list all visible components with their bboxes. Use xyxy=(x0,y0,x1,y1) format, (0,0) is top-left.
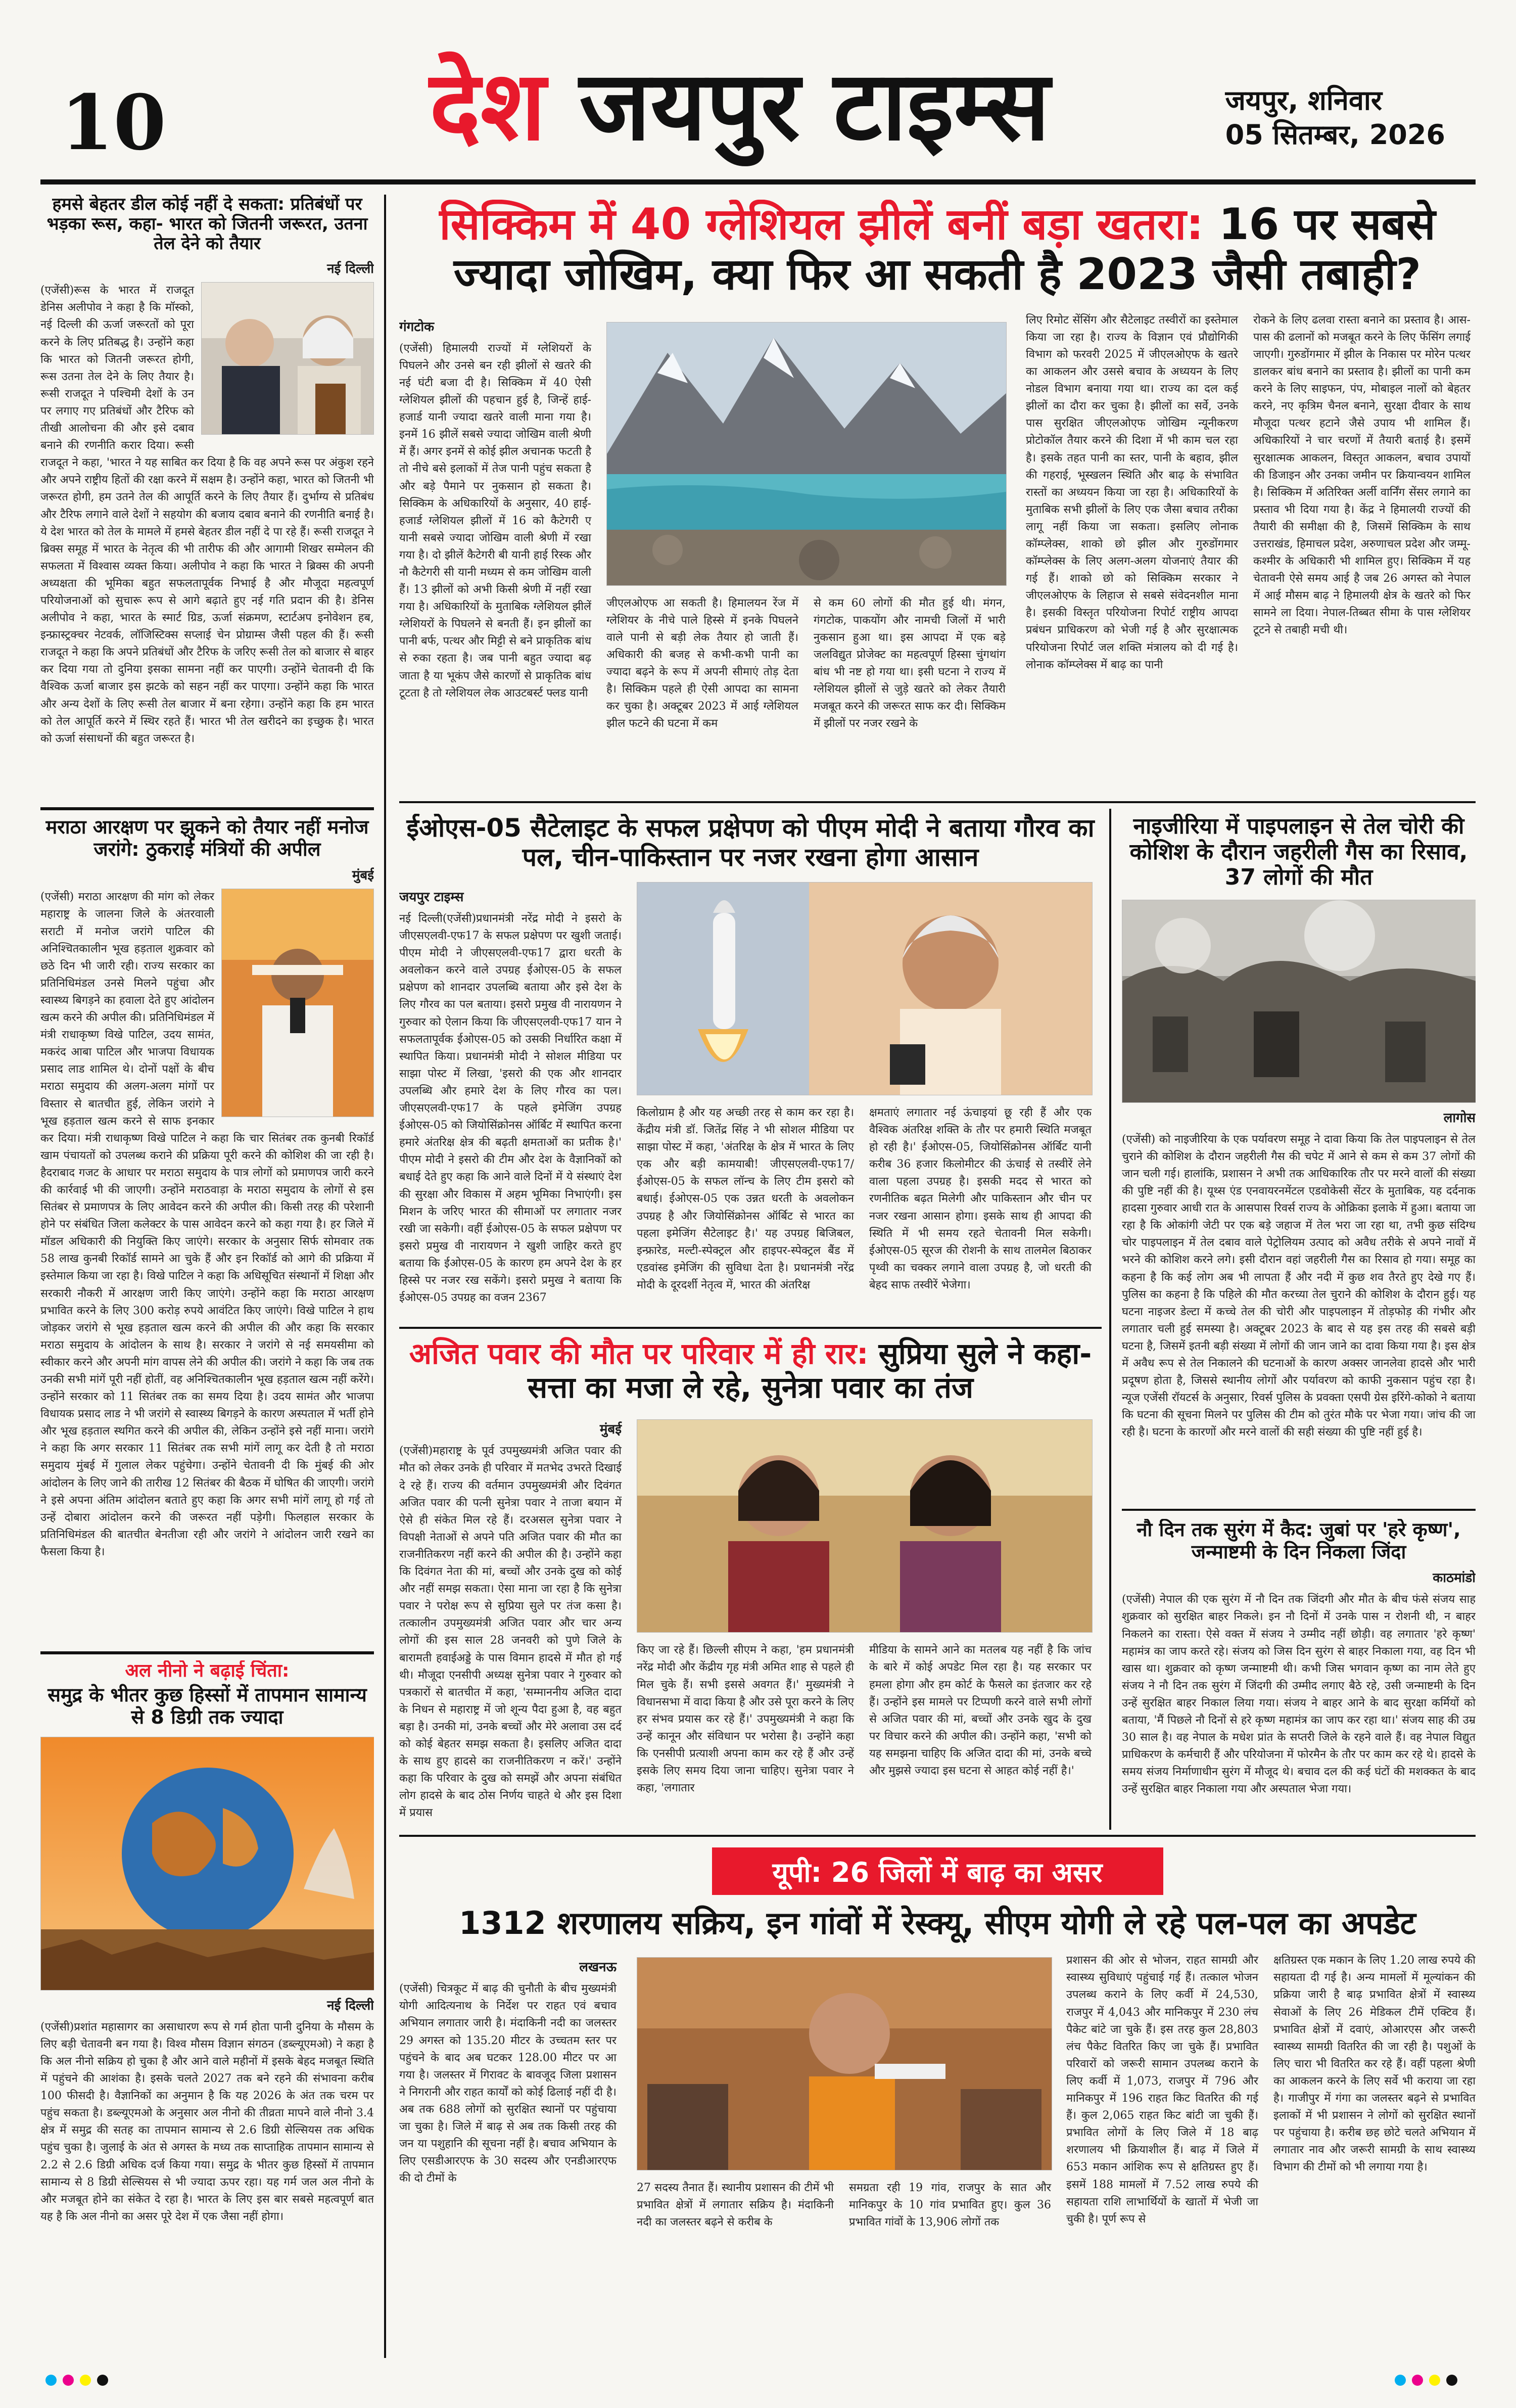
article-place: मुंबई xyxy=(352,868,374,884)
masthead-rule xyxy=(40,179,1476,184)
issue-date: 05 सितम्बर, 2026 xyxy=(1225,118,1445,151)
article-headline: नाइजीरिया में पाइपलाइन से तेल चोरी की कोशिश के दौरान जहरीली गैस का रिसाव, 37 लोगों की मौत xyxy=(1129,814,1468,891)
isro-col-2 xyxy=(637,1104,854,1294)
article-maratha xyxy=(40,816,374,1645)
article-isro xyxy=(399,814,1102,1319)
headline-red: अजित पवार की मौत पर परिवार में ही रार: xyxy=(409,1337,869,1371)
up-body-5: क्षतिग्रस्त एक मकान के लिए 1.20 लाख रुपये की सहायता दी गई है। अन्य मामलों में मूल्यांकन की प्रक्रिया जारी है बाढ़ प्रभावित क्षेत्रों में स्वास्थ्य सेवाओं के लिए 26 मेडिकल टीमें एक्टिव हैं। प्रभावित क्षेत्रों में दवाएं, ओआरएस और जरूरी स्वास्थ्य सामग्री वितरित की जा रही है। पशुओं के लिए चारा भी वितरित कर रहे हैं। वहीं पहला श्रेणी का आकलन करने के लिए सर्वे भी कराया जा रहा है। गाजीपुर में गंगा का जलस्तर बढ़ने से प्रभावित इलाकों में भी प्रशासन ने लोगों को सुरक्षित स्थानों पर पहुंचाया है। करीब छह छोटे चलते अभियान में लगातार नाव और जरूरी सामग्री के साथ स्वास्थ्य विभाग की टीमों को भी लगाया गया है। xyxy=(1273,1954,1476,2174)
lead-headline-rest: 16 पर सबसे ज्यादा जोखिम, क्या फिर आ सकती है 2023 जैसी तबाही? xyxy=(453,200,1436,300)
up-photo xyxy=(637,1957,1052,2170)
isro-body-3: क्षमताएं लगातार नई ऊंचाइयां छू रही हैं और एक वैश्विक अंतरिक्ष शक्ति के तौर पर हमारी स्थिति मजबूत हो रही है।' ईओएस-05, जियोसिंक्रोनस ऑर्बिट यानी करीब 36 हजार किलोमीटर की ऊंचाई से तस्वीरें लेने वाला पहला उपग्रह है। इसकी मदद से भारत को रणनीतिक बढ़त मिलेगी और पाकिस्तान और चीन पर नजर रखना आसान होगा। इसके साथ ही आपदा की स्थिति में भी समय रहते चेतावनी मिल सकेगी। ईओएस-05 सूरज की रोशनी के साथ तालमेल बिठाकर पृथ्वी का चक्कर लगाने वाला उपग्रह है, जो धरती की बेहद साफ तस्वीरें भेजेगा। xyxy=(869,1106,1092,1291)
nigeria-photo xyxy=(1122,900,1476,1103)
lead-col-2 xyxy=(606,595,798,733)
dateline xyxy=(1225,83,1445,152)
article-body: (एजेंसी) नेपाल की एक सुरंग में नौ दिन तक जिंदगी और मौत के बीच फंसे संजय साह शुक्रवार को सुरक्षित बाहर निकले। इन नौ दिनों में उनके पास न रोशनी थी, न बाहर निकलने का रास्ता। ऐसे वक्त में संजय ने उम्मीद नहीं छोड़ी। वह लगातार 'हरे कृष्ण' महामंत्र का जाप करते रहे। संजय को जिस दिन सुरंग से बाहर निकाला गया, वह दिन भी खास था। शुक्रवार को कृष्ण जन्माष्टमी थी। कभी जिस भगवान कृष्ण का नाम लेते हुए संजय ने नौ दिन तक सुरंग में जिंदगी की उम्मीद लगाए बैठे रहे, उसी जन्माष्टमी के दिन उन्हें सुरक्षित बाहर निकाल लिया गया। संजय ने बाहर आने के बाद सुरक्षा कर्मियों को बताया, 'मैं पिछले नौ दिनों से हरे कृष्ण महामंत्र का जाप कर रहा था।' संजय साह की उम्र 30 साल है। वह नेपाल के मधेश प्रांत के सप्तरी जिले के रहने वाले हैं। वह नेपाल विद्युत प्राधिकरण के कर्मचारी हैं और परियोजना में फोरमैन के तौर पर काम कर रहे थे। हादसे के समय संजय निर्माणाधीन सुरंग में मौजूद थे। बचाव दल की कई घंटों की मशक्कत के बाद उन्हें सुरक्षित बाहर निकाला गया और अस्पताल भेजा गया। xyxy=(1122,1593,1476,1796)
lead-col-1 xyxy=(399,312,591,702)
column-rule xyxy=(384,195,386,2358)
article-tunnel xyxy=(1122,1519,1476,1827)
ajit-col-1 xyxy=(399,1414,622,1822)
up-kicker: यूपी: 26 जिलों में बाढ़ का असर xyxy=(712,1847,1163,1895)
section-name: देश xyxy=(430,50,546,162)
lead-col-4 xyxy=(1026,312,1238,674)
section-rule xyxy=(399,801,1476,803)
masthead xyxy=(40,48,1476,174)
up-col-3 xyxy=(849,2180,1051,2231)
up-col-4 xyxy=(1066,1952,1258,2228)
ajit-body-1: (एजेंसी)महाराष्ट्र के पूर्व उपमुख्यमंत्री अजित पवार की मौत को लेकर उनके ही परिवार में मतभेद उभरते दिखाई दे रहे हैं। राज्य की वर्तमान उपमुख्यमंत्री और दिवंगत अजित पवार की पत्नी सुनेत्रा पवार ने ताजा बयान में ऐसे ही संकेत मिल रहे हैं। दरअसल सुनेत्रा पवार ने विपक्षी नेताओं से अपने पति अजित पवार की मौत का राजनीतिकरण नहीं करने की अपील की है। उन्होंने कहा कि दिवंगत नेता की मां, बच्चों और उनके दुख को कोई और नहीं समझ सकता। ऐसा माना जा रहा है कि सुनेत्रा पवार ने परोक्ष रूप से सुप्रिया सुले पर तंज कसा है। तत्कालीन उपमुख्यमंत्री अजित पवार और चार अन्य लोगों की इस साल 28 जनवरी को पुणे जिले के बारामती हवाईअड्डे के पास विमान हादसे में मौत हो गई थी। मौजूदा एनसीपी अध्यक्ष सुनेत्रा पवार ने गुरुवार को पत्रकारों से बातचीत में कहा, 'सम्माननीय अजित दादा के निधन से महाराष्ट्र में जो शून्य पैदा हुआ है, वह बहुत बड़ा है। उनकी मां, उनके बच्चों और मेरे अलावा उस दर्द को कोई बेहतर समझ सकता है। इसलिए अजित दादा के साथ हुए हादसे का राजनीतिकरण न करें।' उन्होंने कहा कि परिवार के दुख को समझें और अपना संबंधित लोग हादसे के बाद ठोस निर्णय चाहते थे और इस दिशा में प्रयास xyxy=(399,1445,622,1820)
column-rule xyxy=(1109,809,1111,1830)
article-place: जयपुर टाइम्स xyxy=(399,890,464,905)
section-rule xyxy=(1122,1509,1476,1511)
article-up-flood xyxy=(399,1847,1476,2353)
ajit-col-3 xyxy=(869,1642,1092,1780)
article-russia-oil xyxy=(40,195,374,801)
article-kicker: अल नीनो ने बढ़ाई चिंता: xyxy=(125,1660,290,1681)
article-place: नई दिल्ली xyxy=(327,261,374,277)
lead-story xyxy=(399,200,1476,796)
isro-col-3 xyxy=(869,1104,1092,1294)
registration-marks-left xyxy=(45,2375,197,2388)
article-place: लागोस xyxy=(1443,1110,1476,1126)
article-headline: नौ दिन तक सुरंग में कैद: जुबां पर 'हरे कृष्ण', जन्माष्टमी के दिन निकला जिंदा xyxy=(1136,1519,1461,1563)
article-place: नई दिल्ली xyxy=(327,1998,374,2013)
lead-col-3 xyxy=(814,595,1006,733)
paper-name: जयपुर टाइम्स xyxy=(579,50,1050,162)
lead-headline xyxy=(399,200,1476,300)
article-headline: मराठा आरक्षण पर झुकने को तैयार नहीं मनोज जरांगे: ठुकराई मंत्रियों की अपील xyxy=(45,816,369,860)
article-headline: हमसे बेहतर डील कोई नहीं दे सकता: प्रतिबंधों पर भड़का रूस, कहा- भारत को जितनी जरूरत, उतना तेल देने को तैयार xyxy=(46,195,368,254)
ajit-body-2: किए जा रहे हैं। छिल्ली सीएम ने कहा, 'हम प्रधानमंत्री नरेंद्र मोदी और केंद्रीय गृह मंत्री अमित शाह से पहले ही मिल चुके हैं। सभी इससे अवगत हैं।' मुख्यमंत्री ने विधानसभा में वादा किया है और उसे पूरा करने के लिए हर संभव प्रयास कर रहे हैं।' उपमुख्यमंत्री ने कहा कि उन्हें कानून और संविधान पर भरोसा है। उन्होंने कहा कि एनसीपी प्रत्याशी अपना काम कर रहे हैं और उन्हें इसके लिए समय दिया जाना चाहिए। सुनेत्रा पवार ने कहा, 'लगातार xyxy=(637,1644,854,1795)
ajit-col-2 xyxy=(637,1642,854,1797)
city-day: जयपुर, शनिवार xyxy=(1225,84,1382,116)
lead-body-5: रोकने के लिए ढलवा रास्ता बनाने का प्रस्ताव है। आस-पास की ढलानों को मजबूत करने के लिए फेंसिंग लगाई जाएगी। गुरुडोंगमार में झील के निकास पर मोरेन पत्थर डालकर बांध बनाने का प्रस्ताव है। झीलों का पानी कम करने के लिए साइफन, पंप, मोबाइल नालों को बेहतर करने, नए कृत्रिम चैनल बनाने, सुरक्षा दीवार के साथ मौजूदा पत्थर हटाने जैसे उपाय भी शामिल हैं। अधिकारियों ने चार चरणों में तैयारी बताई है। इसमें सुरक्षात्मक आकलन, विस्तृत आकलन, बचाव उपायों की डिजाइन और उनका जमीन पर क्रियान्वयन शामिल है। सिक्किम में अतिरिक्त अर्ली वार्निंग सेंसर लगाने का प्रस्ताव भी दिया गया है। केंद्र ने हिमालयी राज्यों की तैयारी की समीक्षा की है, जिसमें सिक्किम के साथ उत्तराखंड, हिमाचल प्रदेश, अरुणाचल प्रदेश और जम्मू-कश्मीर के अधिकारी भी शामिल हुए। सिक्किम में यह चेतावनी ऐसे समय आई है जब 26 अगस्त को नेपाल में आई मौसम बाढ़ ने हिमालयी क्षेत्र के खतरे को फिर सामने ला दिया। नेपाल-तिब्बत सीमा के पास ग्लेशियर टूटने से तबाही मची थी। xyxy=(1253,313,1471,637)
section-rule xyxy=(399,1835,1476,1837)
up-col-2 xyxy=(637,2180,834,2231)
article-photo xyxy=(40,1737,374,1990)
up-body-1: (एजेंसी) चित्रकूट में बाढ़ की चुनौती के बीच मुख्यमंत्री योगी आदित्यनाथ के निर्देश पर राहत एवं बचाव अभियान लगातार जारी है। मंदाकिनी नदी का जलस्तर 29 अगस्त को 135.20 मीटर के उच्चतम स्तर पर पहुंचने के बाद अब घटकर 128.00 मीटर पर आ गया है। जलस्तर में गिरावट के बावजूद जिला प्रशासन ने निगरानी और राहत कार्यों को कोई ढिलाई नहीं दी है। अब तक 688 लोगों को सुरक्षित स्थानों पर पहुंचाया जा चुका है। जिले में बाढ़ से अब तक किसी तरह की जन या पशुहानि की सूचना नहीं है। बचाव अभियान के लिए एसडीआरएफ के 30 सदस्य और एनडीआरएफ की दो टीमों के xyxy=(399,1982,617,2185)
article-body: (एजेंसी)प्रशांत महासागर का असाधारण रूप से गर्म होता पानी दुनिया के मौसम के लिए बड़ी चेतावनी बन गया है। विश्व मौसम विज्ञान संगठन (डब्ल्यूएमओ) ने कहा है कि अल नीनो सक्रिय हो चुका है और आने वाले महीनों में इसके बेहद मजबूत स्थिति में पहुंचने की आशंका है। इसके चलते 2027 तक बने रहने की संभावना करीब 100 फीसदी है। वैज्ञानिकों का अनुमान है कि यह 2026 के अंत तक चरम पर पहुंच सकता है। डब्ल्यूएमओ के अनुसार अल नीनो की तीव्रता मापने वाले नीनो 3.4 क्षेत्र में समुद्र की सतह का तापमान सामान्य से 2.6 डिग्री सेल्सियस तक अधिक पहुंच चुका है। जुलाई के अंत से अगस्त के मध्य तक साप्ताहिक तापमान सामान्य से 2.2 से 2.6 डिग्री अधिक दर्ज किया गया। समुद्र के भीतर कुछ हिस्सों में तापमान सामान्य से 8 डिग्री सेल्सियस से भी ज्यादा ऊपर रहा। यह गर्म जल अल नीनो के और मजबूत होने का संकेत दे रहा है। भारत के लिए इस बार सबसे महत्वपूर्ण बात यह है कि अल नीनो का असर पूरे देश में एक जैसा नहीं होगा। xyxy=(40,2020,374,2223)
lead-place: गंगटोक xyxy=(399,319,435,335)
article-el-nino xyxy=(40,1660,374,2338)
left-column xyxy=(40,195,374,2348)
isro-body-2: किलोग्राम है और यह अच्छी तरह से काम कर रहा है। केंद्रीय मंत्री डॉ. जितेंद्र सिंह ने भी सोशल मीडिया पर साझा पोस्ट में कहा, 'अंतरिक्ष के क्षेत्र में भारत के लिए एक और बड़ी कामयाबी! जीएसएलवी-एफ17/ईओएस-05 के सफल लॉन्च के लिए टीम इसरो को बधाई। ईओएस-05 एक उन्नत धरती के अवलोकन उपग्रह है और जियोसिंक्रोनस ऑर्बिट से भारत का पहला इमेजिंग सैटेलाइट है।' यह उपग्रह बिजिबल, इन्फ्रारेड, मल्टी-स्पेक्ट्रल और हाइपर-स्पेक्ट्रल बैंड में एडवांस्ड इमेजिंग की सुविधा देता है। प्रधानमंत्री नरेंद्र मोदी के दूरदर्शी नेतृत्व में, भारत की अंतरिक्ष xyxy=(637,1106,854,1291)
article-photo xyxy=(221,889,374,1117)
up-body-2: 27 सदस्य तैनात हैं। स्थानीय प्रशासन की टीमें भी प्रभावित क्षेत्रों में लगातार सक्रिय है। मंदाकिनी नदी का जलस्तर बढ़ने से करीब के xyxy=(637,2182,834,2229)
ajit-body-3: मीडिया के सामने आने का मतलब यह नहीं है कि जांच के बारे में कोई अपडेट मिल रहा है। यह सरकार पर हमला होगा और हम कोर्ट के फैसले का इंतजार कर रहे हैं। उन्होंने इस मामले पर टिप्पणी करने वाले सभी लोगों से अजित पवार की मां, बच्चों और उनके खुद के दुख पर विचार करने की अपील की। उन्होंने कहा, 'सभी को यह समझना चाहिए कि अजित दादा की मां, उनके बच्चे और मुझसे ज्यादा इस घटना से आहत कोई नहीं है।' xyxy=(869,1644,1092,1778)
article-place: मुंबई xyxy=(599,1422,622,1438)
isro-col-1 xyxy=(399,882,622,1307)
registration-marks-right xyxy=(1395,2375,1516,2388)
headline-rest: सुप्रिया सुले ने कहा- सत्ता का मजा ले रहे, सुनेत्रा पवार का तंज xyxy=(527,1337,1092,1405)
lead-body-4: लिए रिमोट सेंसिंग और सैटेलाइट तस्वीरों का इस्तेमाल किया जा रहा है। राज्य के विज्ञान एवं प्रौद्योगिकी विभाग को फरवरी 2025 में जीएलओएफ के खतरे का आकलन और उससे बचाव के अध्ययन के लिए नोडल विभाग बनाया गया था। राज्य का दल कई झीलों का दौरा कर चुका है। झीलों का सर्वे, उनके पास सुरक्षित जीएलओएफ जोखिम न्यूनीकरण प्रोटोकॉल तैयार करने की दिशा में भी काम चल रहा है। इसके तहत पानी का स्तर, पानी के बहाव, झील की गहराई, भूस्खलन स्थिति और बाढ़ के संभावित रास्तों का अध्ययन किया जा रहा है। अधिकारियों के मुताबिक सभी झीलों के लिए एक जैसा बचाव तरीका लागू नहीं किया जा सकता। इसलिए लोनाक कॉम्प्लेक्स, शाको छो झील और गुरुडोंगमार कॉम्प्लेक्स के लिए अलग-अलग योजनाएं तैयार की गई हैं। शाको छो को सिक्किम सरकार ने जीएलओएफ के लिहाज से सबसे संवेदनशील माना है। इसकी विस्तृत परियोजना रिपोर्ट राष्ट्रीय आपदा प्रबंधन प्राधिकरण को भेजी गई है और सुरक्षात्मक परियोजना रिपोर्ट जल शक्ति मंत्रालय को दी गई है। लोनाक कॉम्प्लेक्स में बाढ़ का पानी xyxy=(1026,313,1238,671)
up-col-1 xyxy=(399,1952,617,2187)
up-body-3: समग्रता रही 19 गांव, राजपुर के सात और मानिकपुर के 10 गांव प्रभावित हुए। कुल 36 प्रभावित गांवों के 13,906 लोगों तक xyxy=(849,2182,1051,2229)
article-place: काठमांडो xyxy=(1433,1570,1476,1586)
article-photo xyxy=(201,282,374,435)
ajit-photo xyxy=(637,1419,1093,1633)
up-col-5 xyxy=(1273,1952,1476,2176)
isro-photo xyxy=(637,882,1093,1095)
up-body-4: प्रशासन की ओर से भोजन, राहत सामग्री और स्वास्थ्य सुविधाएं पहुंचाई गई हैं। तत्काल भोजन उपलब्ध कराने के लिए कर्वी में 24,530, राजपुर में 4,043 और मानिकपुर में 230 लंच पैकेट बांटे जा चुके हैं। इस तरह कुल 28,803 लंच पैकेट वितरित किए जा चुके हैं। प्रभावित परिवारों को जरूरी सामान उपलब्ध कराने के लिए कर्वी में 1,073, राजपुर में 796 और मानिकपुर में 196 राहत किट वितरित की गई हैं। कुल 2,065 राहत किट बांटी जा चुकी हैं। प्रभावित लोगों के लिए जिले में 18 बाढ़ शरणालय भी क्रियाशील हैं। बाढ़ में जिले में 653 मकान आंशिक रूप से क्षतिग्रस्त हुए हैं। इसमें 188 मामलों में 7.52 लाख रुपये की सहायता राशि लाभार्थियों के खातों में भेजी जा चुकी है। पूर्ण रूप से xyxy=(1066,1954,1258,2226)
article-headline: ईओएस-05 सैटेलाइट के सफल प्रक्षेपण को पीएम मोदी ने बताया गौरव का पल, चीन-पाकिस्तान पर नजर रखना होगा आसान xyxy=(406,814,1095,872)
article-body: (एजेंसी) को नाइजीरिया के एक पर्यावरण समूह ने दावा किया कि तेल पाइपलाइन से तेल चुराने की कोशिश के दौरान जहरीली गैस की चपेट में आने से कम से कम 37 लोगों की जान चली गई। हालांकि, प्रशासन ने अभी तक आधिकारिक तौर पर मरने वालों की संख्या की पुष्टि नहीं की है। यूथ्स एंड एनवायरनमेंटल एडवोकेसी सेंटर के मुताबिक, यह दर्दनाक हादसा गुरुवार आधी रात के आसपास रिवर्स राज्य के ओक्रिका इलाके में हुआ। बताया जा रहा है कि ओकांगी जेटी पर एक बड़े जहाज में तेल भरा जा रहा था, तभी कुछ संदिग्ध चोर पाइपलाइन में तेल दबाव वाले पेट्रोलियम उत्पाद को अवैध तरीके से अपने नावों में भरने की कोशिश करने लगे। इसी दौरान वहां जहरीली गैस का रिसाव हो गया। समूह का कहना है कि कई लोग अब भी लापता हैं और नदी में कुछ शव तैरते हुए देखे गए हैं। पुलिस का कहना है कि पहिले की मौत करच्या तेल चुराने की कोशिश के दौरान हुई। यह घटना नाइजर डेल्टा में कच्चे तेल की चोरी और पाइपलाइन में तोड़फोड़ की गंभीर और लगातार चली हुई समस्या है। अक्टूबर 2023 के बाद से यह इस तरह की सबसे बड़ी घटना है, जिसमें इतनी बड़ी संख्या में लोगों की जान जाने का दावा किया गया है। इस क्षेत्र में अवैध रूप से तेल निकालने की घटनाओं के कारण अक्सर जानलेवा हादसे और भारी प्रदूषण होता है, जिससे स्थानीय लोगों और पर्यावरण को काफी नुकसान पहुंच रहा है। न्यूज एजेंसी रॉयटर्स के अनुसार, रिवर्स पुलिस के प्रवक्ता एसपी ग्रेस इरिंगे-कोको ने बताया कि घटना की सूचना मिलने पर पुलिस की टीम को तुरंत मौके पर भेजा गया। जांच की जा रही है। घटना के कारणों और मरने वालों की सही संख्या की पुष्टि नहीं हुई है। xyxy=(1122,1133,1476,1439)
divider xyxy=(40,1651,374,1654)
section-rule xyxy=(399,1327,1102,1329)
lead-body-1: (एजेंसी) हिमालयी राज्यों में ग्लेशियरों के पिघलने और उनसे बन रही झीलों से खतरे की नई घंटी बजा दी है। सिक्किम में 40 ऐसी ग्लेशियल झीलों की पहचान हुई है, जिन्हें हाई-हजार्ड यानी ज्यादा खतरे वाली माना गया है। इनमें 16 झीलें सबसे ज्यादा जोखिम वाली श्रेणी में हैं। अगर इनमें से कोई झील अचानक फटती है तो नीचे बसे इलाकों में तेज पानी पहुंच सकता है और बड़े पैमाने पर नुकसान हो सकता है। सिक्किम के अधिकारियों के अनुसार, 40 हाई-हजार्ड ग्लेशियल झीलों में 16 को कैटेगरी ए यानी सबसे ज्यादा जोखिम वाली श्रेणी में रखा गया है। दो झीलें कैटेगरी बी यानी हाई रिस्क और नौ कैटेगरी सी यानी मध्यम से कम जोखिम वाली हैं। 13 झीलों को अभी किसी श्रेणी में नहीं रखा गया है। अधिकारियों के मुताबिक ग्लेशियल झीलें ग्लेशियरों के पिघलने से बनती हैं। इन झीलों का पानी बर्फ, पत्थर और मिट्टी से बने प्राकृतिक बांध से रुका रहता है। जब पानी बहुत ज्यादा बढ़ जाता है या भूकंप जैसे कारणों से प्राकृतिक बांध टूटता है तो ग्लेशियल लेक आउटबर्स्ट फ्लड यानी xyxy=(399,342,591,700)
isro-body-1: नई दिल्ली(एजेंसी)प्रधानमंत्री नरेंद्र मोदी ने इसरो के जीएसएलवी-एफ17 के सफल प्रक्षेपण पर खुशी जताई। पीएम मोदी ने जीएसएलवी-एफ17 द्वारा धरती के अवलोकन करने वाले उपग्रह ईओएस-05 के सफल प्रक्षेपण को शानदार उपलब्धि बताया और इसे देश के लिए गौरव का पल बताया। इसरो प्रमुख वी नारायणन ने गुरुवार को ऐलान किया कि जीएसएलवी-एफ17 यान ने सफलतापूर्वक ईओएस-05 को उसकी निर्धारित कक्षा में स्थापित किया। प्रधानमंत्री मोदी ने सोशल मीडिया पर साझा पोस्ट में लिखा, 'इसरो की एक और शानदार उपलब्धि और हमारे देश के लिए गौरव का पल। जीएसएलवी-एफ17 के पहले इमेजिंग उपग्रह ईओएस-05 को जियोसिंक्रोनस ऑर्बिट में स्थापित करना हमारे अंतरिक्ष क्षेत्र की बढ़ती क्षमताओं का प्रतीक है।' पीएम मोदी ने इसरो की टीम और देश के वैज्ञानिकों को बधाई देते हुए कहा कि आने वाले दिनों में ये संस्थाएं देश की सुरक्षा और विकास में अहम भूमिका निभाएंगी। इस मिशन के जरिए भारत की सीमाओं पर लगातार नजर रखी जा सकेगी। वहीं ईओएस-05 के सफल प्रक्षेपण पर इसरो प्रमुख वी नारायणन ने खुशी जाहिर करते हुए बताया कि ईओएस-05 के कारण हम अपने देश के हर हिस्से पर नजर रख सकेंगे। इसरो प्रमुख ने बताया कि ईओएस-05 उपग्रह का वजन 2367 xyxy=(399,912,622,1305)
page-number: 10 xyxy=(61,78,166,167)
article-body: (एजेंसी)रूस के भारत में राजदूत डेनिस अलीपोव ने कहा है कि मॉस्को, नई दिल्ली की ऊर्जा जरूरतों को पूरा करने के लिए प्रतिबद्ध है। उन्होंने कहा कि भारत को जितनी जरूरत होगी, रूस उतना तेल देने के लिए तैयार है। रूसी राजदूत ने पश्चिमी देशों के उन पर लगाए गए प्रतिबंधों और टैरिफ को तीखी आलोचना की और इसे दबाव बनाने की रणनीति करार दिया। रूसी राजदूत ने कहा, 'भारत ने यह साबित कर दिया है कि वह अपने रूस पर अंकुश रहने और अपने राष्ट्रीय हितों की रक्षा करने में सक्षम है। उन्होंने कहा, भारत को जितनी भी जरूरत होगी, हम उतने तेल की आपूर्ति करने के लिए तैयार हैं। दुर्भाग्य से प्रतिबंध और टैरिफ लगाने वाले देशों ने सहयोग की बजाय दबाव बनाने की रणनीति बनाई है। ये देश भारत को तेल के मामले में हमसे बेहतर डील नहीं दे पा रहे हैं। रूसी राजदूत ने ब्रिक्स समूह में भारत के नेतृत्व की भी तारीफ की और आगामी शिखर सम्मेलन की सफलता में विश्वास व्यक्त किया। अलीपोव ने कहा कि भारत ने ब्रिक्स की अपनी अध्यक्षता की भूमिका बहुत सफलतापूर्वक निभाई है और मौजूदा महत्वपूर्ण परियोजनाओं को सुचारू रूप से आगे बढ़ाते हुए नई गति प्रदान की है। डेनिस अलीपोव ने कहा, भारत के स्मार्ट ग्रिड, ऊर्जा संक्रमण, स्टार्टअप इनोवेशन हब, इन्फ्रास्ट्रक्चर नेटवर्क, लॉजिस्टिक्स सप्लाई चेन प्रोग्राम्स जैसी पहल की हैं। रूसी राजदूत ने कहा कि अपने प्रतिबंधों और टैरिफ के जरिए रूसी तेल को बाजार से बाहर कर दिया गया तो दुनिया इसका सामना नहीं कर पाएगी। उन्होंने चेतावनी दी कि वैश्विक ऊर्जा बाजार इस झटके को सहन नहीं कर पाएगा। उन्होंने कहा कि भारत और अन्य देशों के लिए रूसी तेल बाजार में बना रहेगा। उन्होंने कहा कि हम भारत को तेल आपूर्ति करने में स्थिर रहते हैं। भारत भी तेल खरीदने का इच्छुक है। भारत को ऊर्जा संसाधनों की बहुत जरूरत है। xyxy=(40,284,374,745)
newspaper-title xyxy=(430,50,1050,162)
divider xyxy=(40,807,374,810)
article-headline xyxy=(399,1337,1102,1404)
article-headline: 1312 शरणालय सक्रिय, इन गांवों में रेस्क्यू, सीएम योगी ले रहे पल-पल का अपडेट xyxy=(459,1905,1416,1941)
article-body: (एजेंसी) मराठा आरक्षण की मांग को लेकर महाराष्ट्र के जालना जिले के अंतरवाली सराटी में मनोज जरांगे पाटिल की अनिश्चितकालीन भूख हड़ताल शुक्रवार को छठे दिन भी जारी रही। राज्य सरकार का प्रतिनिधिमंडल उनसे मिलने पहुंचा और स्वास्थ्य बिगड़ने का हवाला देते हुए आंदोलन खत्म करने की अपील की। प्रतिनिधिमंडल में मंत्री राधाकृष्ण विखे पाटिल, उदय सामंत, मकरंद आबा पाटिल और भाजपा विधायक प्रसाद लाड शामिल थे। दोनों पक्षों के बीच मराठा समुदाय की अलग-अलग मांगों पर विस्तार से बातचीत हुई, लेकिन जरांगे ने भूख हड़ताल खत्म करने से साफ इनकार कर दिया। मंत्री राधाकृष्ण विखे पाटिल ने कहा कि चार सितंबर तक कुनबी रिकॉर्ड खाम पंचायतों को उपलब्ध कराने की प्रक्रिया पूरी करने की कोशिश की जा रही है। हैदराबाद गजट के आधार पर मराठा समुदाय के पात्र लोगों को प्रमाणपत्र जारी करने की कार्रवाई भी की जाएगी। उन्होंने मराठवाड़ा के मराठा समुदाय के लोगों से इस सितंबर से प्रमाणपत्र के लिए आवेदन करने की अपील की। किसी तरह की परेशानी होने पर संबंधित जिला कलेक्टर के पास आवेदन करने को कहा गया है। हर जिले में मॉडल अधिकारी की नियुक्ति किए जाएंगे। सरकार के अनुसार सिर्फ सोमवार तक 58 लाख कुनबी रिकॉर्ड सामने आ चुके हैं और इन रिकॉर्ड को आगे की प्रक्रिया में इस्तेमाल किया जा रहा है। विखे पाटिल ने कहा कि अधिसूचित संस्थानों में शिक्षा और सरकारी नौकरी में आरक्षण जारी किए जाएंगे। उन्होंने कहा कि मराठा आरक्षण प्रभावित करने के लिए 300 करोड़ रुपये आवंटित किए जाएंगे। विखे पाटिल ने हाथ जोड़कर जरांगे से भूख हड़ताल खत्म करने की अपील की और कहा कि सरकार मराठा समुदाय के आंदोलन के साथ है। सरकार ने जरांगे से नई समयसीमा को स्वीकार करने और अपनी मांग वापस लेने की अपील की। जरांगे ने कहा कि जब तक उनकी सभी मांगें पूरी नहीं होतीं, वह अनिश्चितकालीन भूख हड़ताल खत्म नहीं करेंगे। उन्होंने सरकार को 11 सितंबर तक का समय दिया है। उदय सामंत और भाजपा विधायक प्रसाद लाड ने भी जरांगे से स्वास्थ्य बिगड़ने के कारण अस्पताल में भर्ती होने और भूख हड़ताल स्थगित करने की अपील की, लेकिन उन्होंने इसे नहीं माना। जरांगे ने कहा कि अगर सरकार 11 सितंबर तक सभी मांगें लागू कर देती है तो मराठा समुदाय मुंबई में गुलाल लेकर पहुंचेगा। उन्होंने चेतावनी दी कि मुंबई की ओर आंदोलन के लिए जाने की तारीख 12 सितंबर की बैठक में घोषित की जाएगी। जरांगे ने इसे अपना अंतिम आंदोलन बताते हुए कहा कि अगर सभी मांगें लागू हो गई तो उन्हें दोबारा आंदोलन करने की जरूरत नहीं पड़ेगी। फिलहाल सरकार के प्रतिनिधिमंडल की बातचीत बेनतीजा रही और जरांगे ने आंदोलन जारी रखने का फैसला किया है। xyxy=(40,891,374,1558)
lead-photo-glacial-lake xyxy=(606,322,1007,586)
article-ajit-pawar xyxy=(399,1337,1102,1827)
lead-headline-red: सिक्किम में 40 ग्लेशियल झीलें बनीं बड़ा खतरा: xyxy=(439,200,1204,250)
article-place: लखनऊ xyxy=(579,1960,617,1975)
lead-body-2: जीएलओएफ आ सकती है। हिमालयन रेंज में ग्लेशियर के नीचे पाले हिस्से में इनके पिघलने वाले पानी से बड़ी लेक तैयार हो जाती हैं। अधिकारी की बजह से कभी-कभी पानी का ज्यादा बढ़ने के रूप में अपनी सीमाएं तोड़ देता है। सिक्किम पहले ही ऐसी आपदा का सामना कर चुका है। अक्टूबर 2023 में आई ग्लेशियल झील फटने की घटना में कम xyxy=(606,596,798,730)
lead-body-3: से कम 60 लोगों की मौत हुई थी। मंगन, गंगटोक, पाकयोंग और नामची जिलों में भारी नुकसान हुआ था। इस आपदा में एक बड़े जलविद्युत प्रोजेक्ट का महत्वपूर्ण हिस्सा चुंगथांग बांध भी नष्ट हो गया था। इसी घटना ने राज्य में ग्लेशियल झीलों से जुड़े खतरे को लेकर तैयारी मजबूत करने की जरूरत साफ कर दी। सिक्किम में झीलों पर नजर रखने के xyxy=(814,596,1006,730)
article-headline: समुद्र के भीतर कुछ हिस्सों में तापमान सामान्य से 8 डिग्री तक ज्यादा xyxy=(48,1684,367,1729)
article-nigeria xyxy=(1122,814,1476,1501)
lead-col-5 xyxy=(1253,312,1471,639)
